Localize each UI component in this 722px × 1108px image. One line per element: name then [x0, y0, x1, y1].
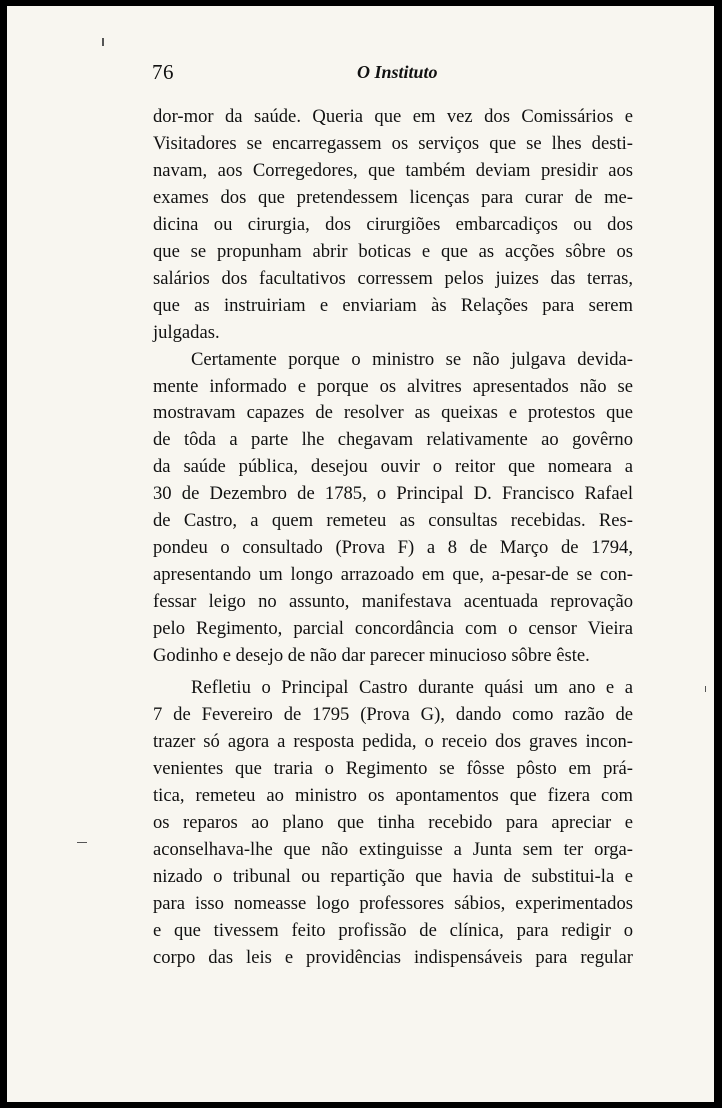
text-line: Refletiu o Principal Castro durante quási um ano e a: [191, 677, 633, 699]
body-text: [153, 104, 633, 972]
scan-mark: [705, 686, 706, 692]
text-line: salários dos facultativos corressem pelos juizes das terras,: [153, 267, 633, 289]
text-line: tica, remeteu ao ministro os apontamentos que fizera com: [153, 784, 633, 806]
text-line: os reparos ao plano que tinha recebido para apreciar e: [153, 811, 633, 833]
text-line: exames dos que pretendessem licenças para curar de me-: [153, 186, 633, 208]
text-line: nizado o tribunal ou repartição que havia de substitui-la e: [153, 865, 633, 887]
text-line: aconselhava-lhe que não extinguisse a Junta sem ter orga-: [153, 838, 633, 860]
text-line: venientes que traria o Regimento se fôsse pôsto em prá-: [153, 757, 633, 779]
text-line: trazer só agora a resposta pedida, o receio dos graves incon-: [153, 730, 633, 752]
text-line: navam, aos Corregedores, que também deviam presidir aos: [153, 159, 633, 181]
text-line: e que tivessem feito profissão de clínica, para redigir o: [153, 919, 633, 941]
book-page: [7, 6, 714, 1102]
text-line: mostravam capazes de resolver as queixas e protestos que: [153, 402, 633, 424]
text-line: de tôda a parte lhe chegavam relativamente ao govêrno: [153, 429, 633, 451]
text-line: pelo Regimento, parcial concordância com o censor Vieira: [153, 618, 633, 640]
running-title: O Instituto: [357, 62, 438, 82]
text-line: julgadas.: [153, 321, 220, 343]
page-header: [7, 60, 714, 90]
text-line: 30 de Dezembro de 1785, o Principal D. Francisco Rafael: [153, 483, 633, 505]
paragraph-1: [153, 104, 633, 347]
text-line: que se propunham abrir boticas e que as acções sôbre os: [153, 240, 633, 262]
text-line: de Castro, a quem remeteu as consultas recebidas. Res-: [153, 510, 633, 532]
text-line: Certamente porque o ministro se não julgava devida-: [191, 348, 633, 370]
text-line: para isso nomeasse logo professores sábios, experimentados: [153, 892, 633, 914]
text-line: pondeu o consultado (Prova F) a 8 de Março de 1794,: [153, 537, 633, 559]
text-line: 7 de Fevereiro de 1795 (Prova G), dando como razão de: [153, 703, 633, 725]
text-line: dor-mor da saúde. Queria que em vez dos Comissários e: [153, 106, 633, 127]
text-line: corpo das leis e providências indispensáveis para regular: [153, 946, 633, 968]
paragraph-3: [153, 675, 633, 971]
text-line: apresentando um longo arrazoado em que, a-pesar-de se con-: [153, 564, 633, 586]
scan-mark: [102, 38, 104, 46]
page-number: 76: [152, 60, 174, 84]
text-line: dicina ou cirurgia, dos cirurgiões embarcadiços ou dos: [153, 213, 633, 235]
paragraph-2: [153, 347, 633, 670]
text-line: mente informado e porque os alvitres apresentados não se: [153, 375, 633, 397]
text-line: Godinho e desejo de não dar parecer minucioso sôbre êste.: [153, 645, 590, 667]
text-line: que as instruiriam e enviariam às Relações para serem: [153, 294, 633, 316]
text-line: fessar leigo no assunto, manifestava acentuada reprovação: [153, 591, 633, 613]
scan-mark: [77, 842, 87, 843]
text-line: Visitadores se encarregassem os serviços que se lhes desti-: [153, 132, 633, 154]
text-line: da saúde pública, desejou ouvir o reitor que nomeara a: [153, 456, 633, 478]
